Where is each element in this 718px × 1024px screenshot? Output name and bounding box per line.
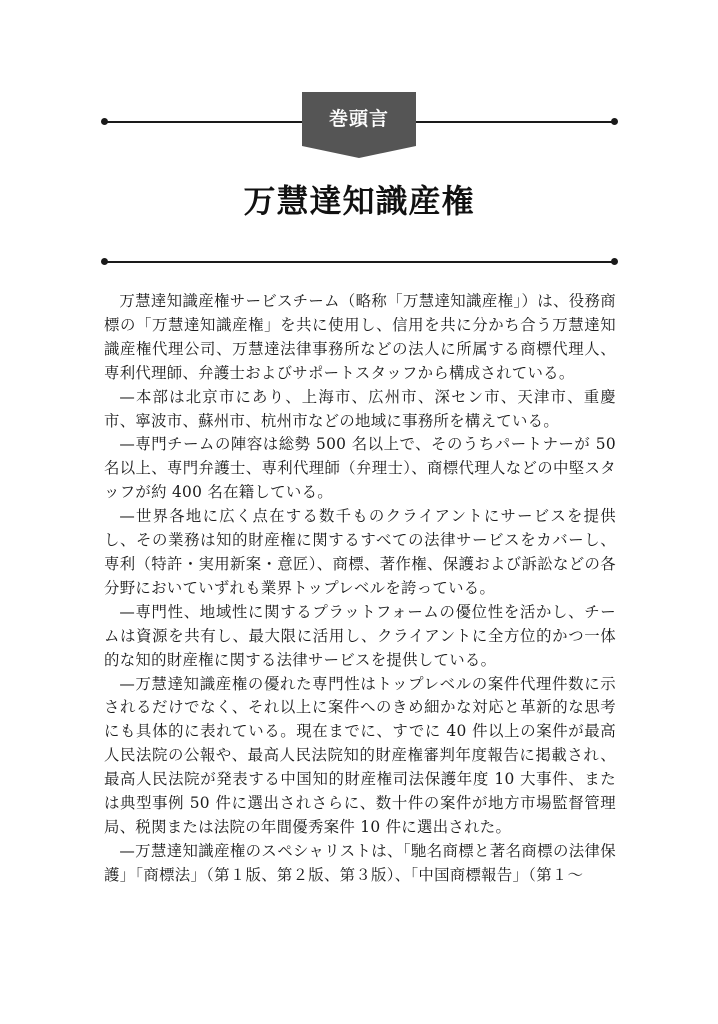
page-title: 万慧達知識産権 <box>243 182 475 220</box>
top-rule-right <box>414 121 614 123</box>
body-text <box>104 290 616 888</box>
header-area <box>0 0 718 280</box>
paragraph: —世界各地に広く点在する数千ものクライアントにサービスを提供し、その業務は知的財産権に関するすべての法律サービスをカバーし、専利（特許・実用新案・意匠）、商標、著作権、保護および訴訟などの各分野においていずれも業界トップレベルを誇っている。 <box>104 507 616 597</box>
top-rule-right-dot <box>611 118 618 125</box>
top-rule-left <box>104 121 304 123</box>
paragraph: 万慧達知識産権サービスチーム（略称「万慧達知識産権」）は、役務商標の「万慧達知識産権」を共に使用し、信用を共に分かち合う万慧達知識産権代理公司、万慧達法律事務所などの法人に所属する商標代理人、専利代理師、弁護士およびサポートスタッフから構成されている。 <box>104 292 616 382</box>
paragraph: —専門性、地域性に関するプラットフォームの優位性を活かし、チームは資源を共有し、最大限に活用し、クライアントに全方位的かつ一体的な知的財産権に関する法律サービスを提供している。 <box>104 602 616 669</box>
bottom-rule <box>104 261 614 263</box>
paragraph: —万慧達知識産権の優れた専門性はトップレベルの案件代理件数に示されるだけでなく、それ以上に案件へのきめ細かな対応と革新的な思考にも具体的に表れている。現在までに、すでに 40 件以上の案件が最高人民法院の公報や、最高人民法院知的財産権審判年度報告に掲載され、最高人民法院が発表する中国知的財産権司法保護年度 10 大事件、または典型事例 50 件に選出されさらに、数十件の案件が地方市場監督管理局、税関または法院の年間優秀案件 10 件に選出された。 <box>104 674 616 836</box>
bottom-rule-right-dot <box>611 258 618 265</box>
paragraph: —万慧達知識産権のスペシャリストは、「馳名商標と著名商標の法律保護」「商標法」（第１版、第２版、第３版）、「中国商標報告」（第１〜 <box>104 841 616 884</box>
banner-label: 巻頭言 <box>328 108 389 130</box>
paragraph: —専門チームの陣容は総勢 500 名以上で、そのうちパートナーが 50 名以上、専門弁護士、専利代理師（弁理士）、商標代理人などの中堅スタッフが約 400 名在籍している。 <box>104 435 616 502</box>
paragraph: —本部は北京市にあり、上海市、広州市、深セン市、天津市、重慶市、寧波市、蘇州市、杭州市などの地域に事務所を構えている。 <box>104 387 616 430</box>
section-banner <box>302 92 416 160</box>
